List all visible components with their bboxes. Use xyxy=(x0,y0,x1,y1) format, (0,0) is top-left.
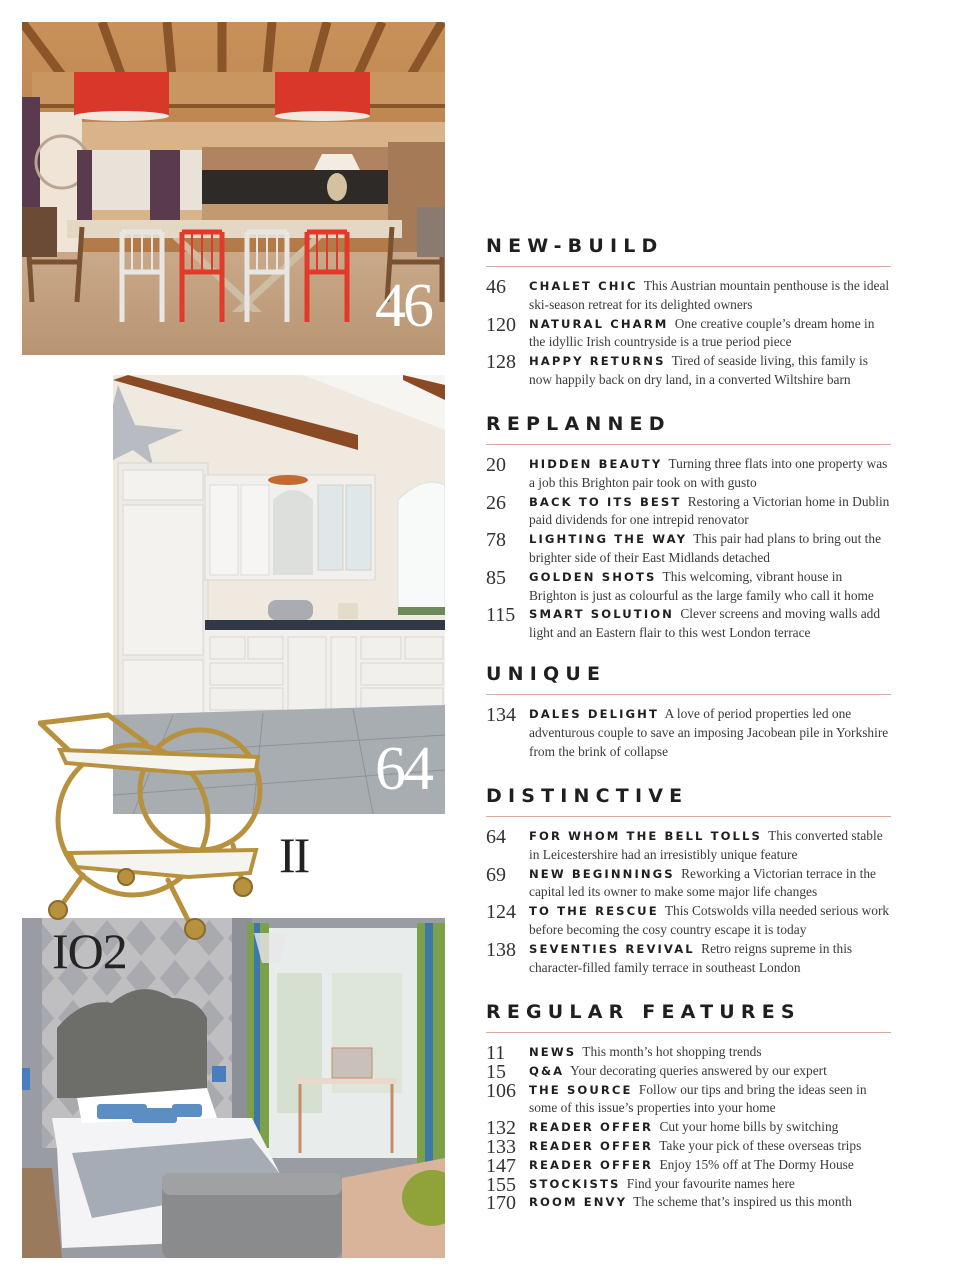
entry-page-number: 69 xyxy=(486,863,506,886)
contents-entry[interactable] xyxy=(486,1081,891,1119)
entry-description: Reworking a Victorian terrace in the capital led its owner to make some major life changes xyxy=(529,865,876,900)
entry-description: This month’s hot shopping trends xyxy=(582,1044,762,1059)
chalet-page-number: 46 xyxy=(375,272,431,340)
entry-title: HAPPY RETURNS xyxy=(529,354,666,369)
entry-page-number: 11 xyxy=(486,1042,506,1064)
section-divider xyxy=(486,266,891,267)
chalet-photo[interactable] xyxy=(22,22,445,355)
entry-title: TO THE RESCUE xyxy=(529,904,659,919)
entry-description: Cut your home bills by switching xyxy=(659,1119,839,1135)
trolley-page-number: II xyxy=(279,827,309,883)
contents-entry[interactable] xyxy=(486,352,891,390)
entry-page-number: 106 xyxy=(486,1079,516,1102)
entry-description: Clever screens and moving walls add light and an Eastern flair to this west London terrace xyxy=(529,606,881,641)
contents-entry[interactable] xyxy=(486,1156,891,1175)
entry-title: SEVENTIES REVIVAL xyxy=(529,941,695,956)
contents-entry[interactable] xyxy=(486,530,891,568)
section-title: DISTINCTIVE xyxy=(486,785,689,807)
entry-page-number: 26 xyxy=(486,491,506,514)
entry-title: Q&A xyxy=(529,1063,565,1078)
contents-entry[interactable] xyxy=(486,902,891,940)
contents-entry[interactable] xyxy=(486,277,891,315)
section-divider xyxy=(486,694,891,695)
entry-page-number: 138 xyxy=(486,938,516,961)
entry-title: STOCKISTS xyxy=(529,1176,621,1191)
entry-description: Find your favourite names here xyxy=(626,1175,795,1191)
contents-entry[interactable] xyxy=(486,1117,891,1140)
section-title: REGULAR FEATURES xyxy=(486,1001,801,1023)
entry-title: BACK TO ITS BEST xyxy=(529,494,682,509)
contents-entry[interactable] xyxy=(486,1062,891,1081)
contents-entry[interactable] xyxy=(486,827,891,865)
contents-entry[interactable] xyxy=(486,1175,891,1194)
entry-page-number: 170 xyxy=(486,1192,516,1215)
entry-title: FOR WHOM THE BELL TOLLS xyxy=(529,829,762,843)
drinks-trolley-image[interactable] xyxy=(38,705,268,940)
entry-page-number: 15 xyxy=(486,1060,506,1083)
contents-entry[interactable] xyxy=(486,705,891,761)
entry-description: Retro reigns supreme in this character-filled family terrace in southeast London xyxy=(529,940,853,975)
entry-title: READER OFFER xyxy=(529,1157,654,1172)
bedroom-page-number: IO2 xyxy=(52,923,127,979)
entry-page-number: 64 xyxy=(486,826,506,848)
entry-title: READER OFFER xyxy=(529,1120,654,1135)
entry-title: READER OFFER xyxy=(529,1138,654,1153)
entry-description: Restoring a Victorian home in Dublin paid dividends for one intrepid renovator xyxy=(529,493,890,528)
kitchen-page-number: 64 xyxy=(375,735,431,803)
entry-page-number: 147 xyxy=(486,1154,516,1177)
contents-entry[interactable] xyxy=(486,605,891,643)
entry-description: Enjoy 15% off at The Dormy House xyxy=(659,1156,854,1172)
entry-description: Take your pick of these overseas trips xyxy=(659,1137,862,1153)
entry-page-number: 124 xyxy=(486,901,516,924)
entry-description: A love of period properties led one adventurous couple to save an imposing Jacobean pile in Yorkshire from the brink of collapse xyxy=(529,706,889,759)
entry-page-number: 133 xyxy=(486,1135,516,1158)
entry-description: This Cotswolds villa needed serious work before becoming the cosy country escape it is today xyxy=(529,903,890,937)
contents-entry[interactable] xyxy=(486,1043,891,1062)
contents-entry[interactable] xyxy=(486,455,891,493)
entry-description: This welcoming, vibrant house in Brighton is just as colourful as the large family who call it home xyxy=(529,568,874,603)
entry-page-number: 120 xyxy=(486,313,516,336)
section-title: REPLANNED xyxy=(486,413,671,435)
entry-title: THE SOURCE xyxy=(529,1082,633,1097)
entry-title: GOLDEN SHOTS xyxy=(529,569,657,584)
entry-description: This converted stable in Leicestershire had an irresistibly unique feature xyxy=(529,828,883,862)
entry-page-number: 78 xyxy=(486,529,506,552)
section-title: NEW-BUILD xyxy=(486,235,664,257)
entry-page-number: 155 xyxy=(486,1173,516,1196)
section-unique xyxy=(486,662,891,761)
entry-page-number: 128 xyxy=(486,351,516,374)
entry-title: DALES DELIGHT xyxy=(529,707,659,721)
entry-page-number: 20 xyxy=(486,454,506,476)
section-distinctive xyxy=(486,784,891,977)
section-divider xyxy=(486,1032,891,1033)
entry-title: SMART SOLUTION xyxy=(529,607,674,622)
entry-page-number: 46 xyxy=(486,276,506,298)
entry-title: NEWS xyxy=(529,1045,577,1059)
section-divider xyxy=(486,816,891,817)
contents-entry[interactable] xyxy=(486,1192,891,1215)
entry-page-number: 115 xyxy=(486,604,516,627)
entry-title: NATURAL CHARM xyxy=(529,316,669,331)
contents-entry[interactable] xyxy=(486,493,891,531)
contents-entry[interactable] xyxy=(486,315,891,353)
contents-entry[interactable] xyxy=(486,568,891,606)
entry-description: The scheme that’s inspired us this month xyxy=(633,1194,852,1210)
section-new-build xyxy=(486,234,891,390)
contents-entry[interactable] xyxy=(486,940,891,978)
entry-page-number: 134 xyxy=(486,704,516,726)
entry-description: Tired of seaside living, this family is now happily back on dry land, in a converted Wiltshire barn xyxy=(529,353,868,387)
entry-page-number: 132 xyxy=(486,1117,516,1140)
section-replanned xyxy=(486,412,891,643)
entry-title: LIGHTING THE WAY xyxy=(529,532,688,547)
entry-title: CHALET CHIC xyxy=(529,279,638,293)
entry-description: One creative couple’s dream home in the idyllic Irish countryside is a true period piece xyxy=(529,315,875,350)
entry-title: HIDDEN BEAUTY xyxy=(529,457,663,471)
trolley-icon xyxy=(38,705,268,940)
entry-description: This Austrian mountain penthouse is the ideal ski-season retreat for its delighted owners xyxy=(529,278,890,312)
section-title: UNIQUE xyxy=(486,663,607,685)
section-regular-features xyxy=(486,1000,891,1215)
entry-description: This pair had plans to bring out the brighter side of their East Midlands detached xyxy=(529,531,882,565)
contents-entry[interactable] xyxy=(486,1137,891,1156)
contents-entry[interactable] xyxy=(486,865,891,903)
bedroom-photo[interactable] xyxy=(22,918,445,1258)
entry-page-number: 85 xyxy=(486,566,506,589)
entry-description: Follow our tips and bring the ideas seen in some of this issue’s properties into your home xyxy=(529,1081,867,1116)
entry-title: NEW BEGINNINGS xyxy=(529,866,675,881)
section-divider xyxy=(486,444,891,445)
entry-description: Turning three flats into one property was a job this Brighton pair took on with gusto xyxy=(529,456,888,490)
entry-description: Your decorating queries answered by our expert xyxy=(570,1062,827,1078)
entry-title: ROOM ENVY xyxy=(529,1195,628,1210)
